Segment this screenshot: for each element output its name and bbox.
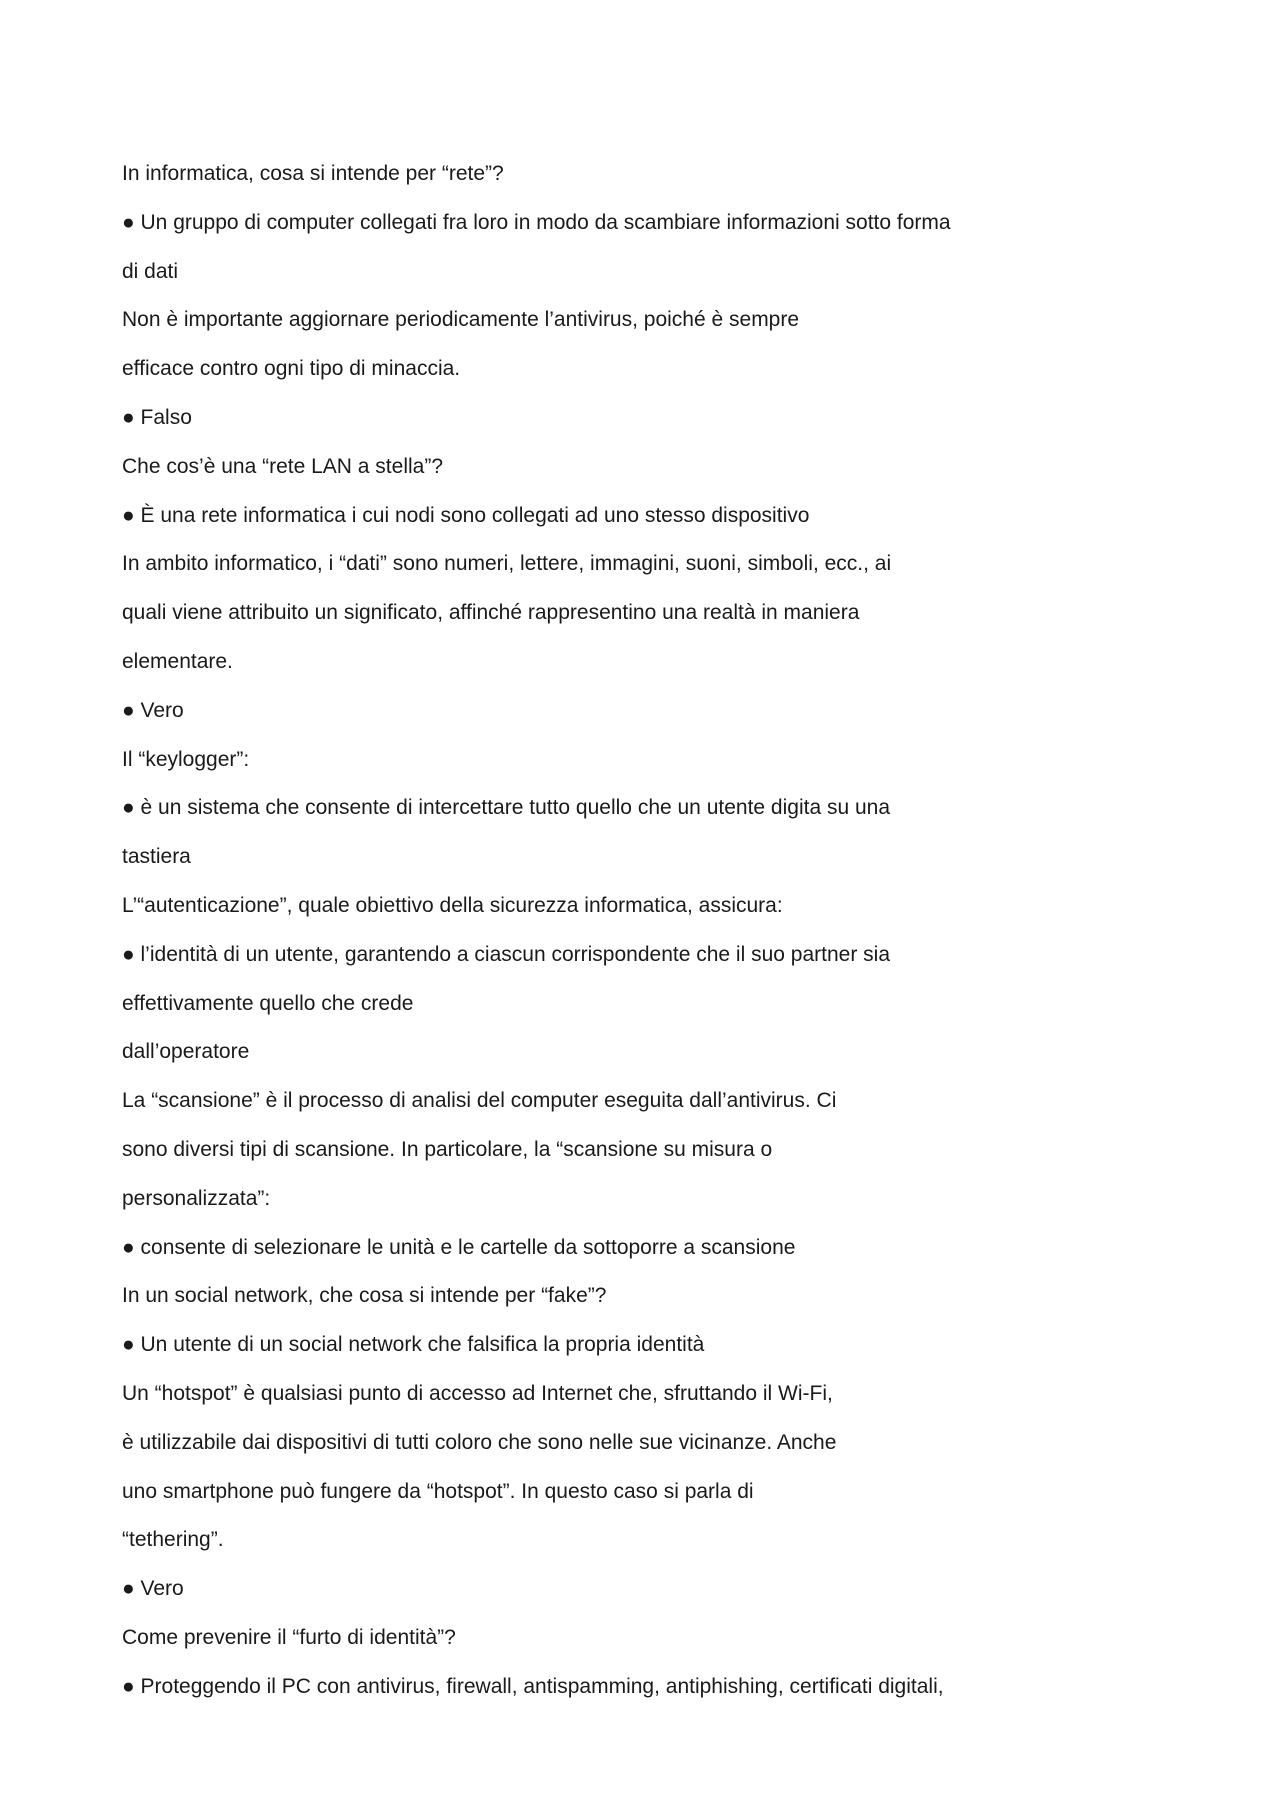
answer-text: ● consente di selezionare le unità e le cartelle da sottoporre a scansione [122, 1235, 796, 1259]
answer-text: ● Vero [122, 698, 184, 722]
question-text-continued: quali viene attribuito un significato, affinché rappresentino una realtà in maniera [122, 601, 860, 625]
question-text-continued: elementare. [122, 649, 233, 673]
question-text: Come prevenire il “furto di identità”? [122, 1625, 456, 1649]
answer-text-continued: effettivamente quello che crede [122, 991, 414, 1015]
answer-text: ● È una rete informatica i cui nodi sono collegati ad uno stesso dispositivo [122, 503, 810, 527]
body-text: dall’operatore [122, 1040, 250, 1064]
question-text: In un social network, che cosa si intende per “fake”? [122, 1284, 607, 1308]
question-text: L’“autenticazione”, quale obiettivo della sicurezza informatica, assicura: [122, 893, 783, 917]
question-text: Un “hotspot” è qualsiasi punto di accesso ad Internet che, sfruttando il Wi-Fi, [122, 1381, 833, 1405]
answer-text: ● Vero [122, 1577, 184, 1601]
question-text-continued: personalizzata”: [122, 1186, 271, 1210]
question-text-continued: sono diversi tipi di scansione. In particolare, la “scansione su misura o [122, 1137, 773, 1161]
answer-text: ● Un utente di un social network che falsifica la propria identità [122, 1333, 705, 1357]
question-text: Che cos’è una “rete LAN a stella”? [122, 454, 443, 478]
answer-text-continued: tastiera [122, 845, 191, 869]
question-text: In ambito informatico, i “dati” sono numeri, lettere, immagini, suoni, simboli, ecc., ai [122, 552, 892, 576]
question-text-continued: efficace contro ogni tipo di minaccia. [122, 357, 461, 381]
answer-text: ● Proteggendo il PC con antivirus, firewall, antispamming, antiphishing, certificati digitali, [122, 1674, 944, 1698]
answer-text: ● Falso [122, 405, 192, 429]
document-body [122, 150, 1122, 1712]
question-text: Non è importante aggiornare periodicamente l’antivirus, poiché è sempre [122, 308, 800, 332]
question-text-continued: uno smartphone può fungere da “hotspot”. In questo caso si parla di [122, 1479, 754, 1503]
answer-text: ● è un sistema che consente di intercettare tutto quello che un utente digita su una [122, 796, 891, 820]
question-text: Il “keylogger”: [122, 747, 250, 771]
answer-text-continued: di dati [122, 259, 179, 283]
question-text: La “scansione” è il processo di analisi del computer eseguita dall’antivirus. Ci [122, 1089, 837, 1113]
question-text-continued: è utilizzabile dai dispositivi di tutti coloro che sono nelle sue vicinanze. Anche [122, 1430, 837, 1454]
question-text: In informatica, cosa si intende per “rete”? [122, 162, 504, 185]
answer-text: ● Un gruppo di computer collegati fra loro in modo da scambiare informazioni sotto forma [122, 210, 951, 234]
answer-text: ● l’identità di un utente, garantendo a ciascun corrispondente che il suo partner sia [122, 942, 890, 966]
question-text-continued: “tethering”. [122, 1528, 224, 1552]
